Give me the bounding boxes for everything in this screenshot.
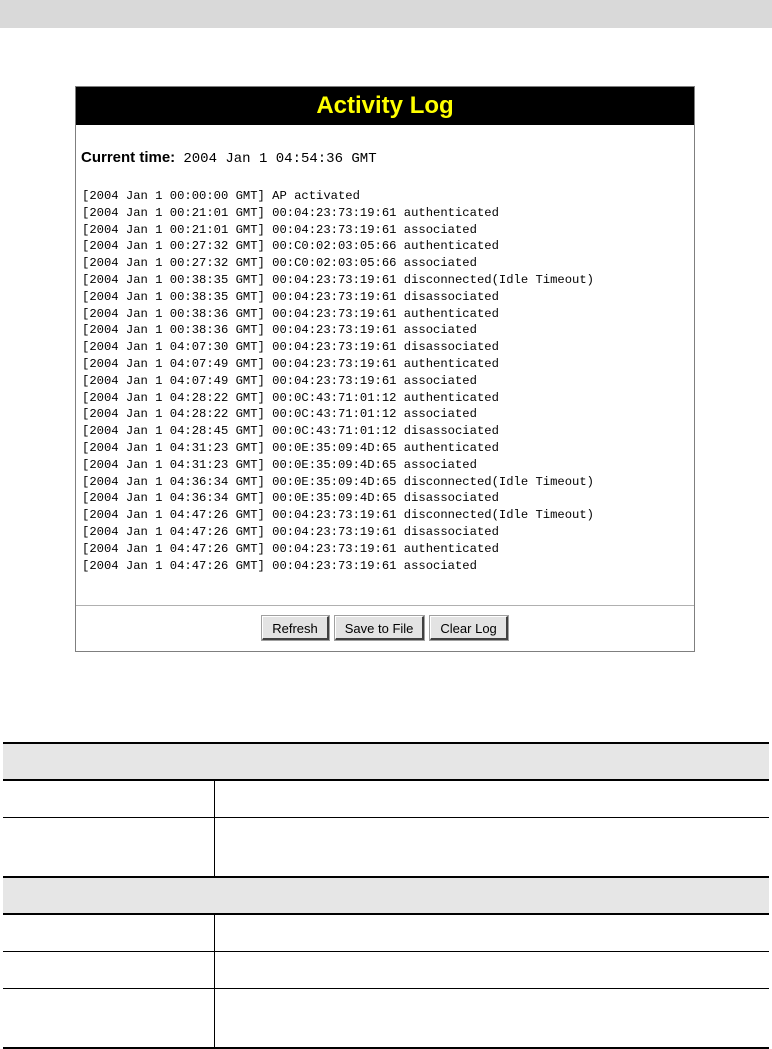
log-entry: [2004 Jan 1 04:07:49 GMT] 00:04:23:73:19:61 authenticated — [82, 356, 499, 371]
log-entry: [2004 Jan 1 00:00:00 GMT] AP activated — [82, 189, 360, 203]
button-row — [76, 616, 694, 640]
refresh-button[interactable]: Refresh — [262, 616, 329, 640]
log-entry: [2004 Jan 1 00:21:01 GMT] 00:04:23:73:19:61 associated — [82, 222, 477, 237]
log-entry: [2004 Jan 1 00:38:36 GMT] 00:04:23:73:19:61 authenticated — [82, 306, 499, 321]
log-entry: [2004 Jan 1 04:36:34 GMT] 00:0E:35:09:4D:65 disconnected(Idle Timeout) — [82, 474, 594, 489]
table-row — [3, 989, 769, 1049]
current-time-value: 2004 Jan 1 04:54:36 GMT — [183, 151, 377, 167]
log-entry: [2004 Jan 1 04:28:45 GMT] 00:0C:43:71:01:12 disassociated — [82, 424, 499, 439]
log-entry: [2004 Jan 1 04:31:23 GMT] 00:0E:35:09:4D:65 authenticated — [82, 440, 499, 455]
divider — [76, 605, 694, 606]
log-entry: [2004 Jan 1 04:47:26 GMT] 00:04:23:73:19:61 disassociated — [82, 524, 499, 539]
table-section-header — [3, 743, 769, 780]
log-entry: [2004 Jan 1 00:21:01 GMT] 00:04:23:73:19:61 authenticated — [82, 205, 499, 220]
log-entry: [2004 Jan 1 04:07:49 GMT] 00:04:23:73:19:61 associated — [82, 373, 477, 388]
log-list — [82, 188, 594, 574]
log-entry: [2004 Jan 1 04:36:34 GMT] 00:0E:35:09:4D:65 disassociated — [82, 491, 499, 506]
panel-title: Activity Log — [76, 87, 694, 125]
log-entry: [2004 Jan 1 04:07:30 GMT] 00:04:23:73:19:61 disassociated — [82, 340, 499, 355]
table-section-header — [3, 877, 769, 914]
table-row — [3, 952, 769, 989]
log-entry: [2004 Jan 1 00:27:32 GMT] 00:C0:02:03:05:66 associated — [82, 256, 477, 271]
log-entry: [2004 Jan 1 00:38:36 GMT] 00:04:23:73:19:61 associated — [82, 323, 477, 338]
save-to-file-button[interactable]: Save to File — [335, 616, 425, 640]
log-entry: [2004 Jan 1 00:27:32 GMT] 00:C0:02:03:05:66 authenticated — [82, 239, 499, 254]
page-header-band — [0, 0, 772, 28]
table-row — [3, 818, 769, 878]
log-entry: [2004 Jan 1 00:38:35 GMT] 00:04:23:73:19:61 disconnected(Idle Timeout) — [82, 272, 594, 287]
log-entry: [2004 Jan 1 04:28:22 GMT] 00:0C:43:71:01:12 associated — [82, 407, 477, 422]
log-entry: [2004 Jan 1 00:38:35 GMT] 00:04:23:73:19:61 disassociated — [82, 289, 499, 304]
log-entry: [2004 Jan 1 04:47:26 GMT] 00:04:23:73:19:61 authenticated — [82, 541, 499, 556]
clear-log-button[interactable]: Clear Log — [430, 616, 507, 640]
description-table — [3, 742, 769, 1049]
activity-log-panel — [75, 86, 695, 652]
table-row — [3, 780, 769, 818]
log-entry: [2004 Jan 1 04:31:23 GMT] 00:0E:35:09:4D:65 associated — [82, 457, 477, 472]
current-time-label: Current time: — [81, 149, 176, 166]
current-time — [81, 149, 377, 167]
log-entry: [2004 Jan 1 04:47:26 GMT] 00:04:23:73:19:61 disconnected(Idle Timeout) — [82, 508, 594, 523]
table-row — [3, 914, 769, 952]
log-entry: [2004 Jan 1 04:28:22 GMT] 00:0C:43:71:01:12 authenticated — [82, 390, 499, 405]
log-entry: [2004 Jan 1 04:47:26 GMT] 00:04:23:73:19:61 associated — [82, 558, 477, 573]
